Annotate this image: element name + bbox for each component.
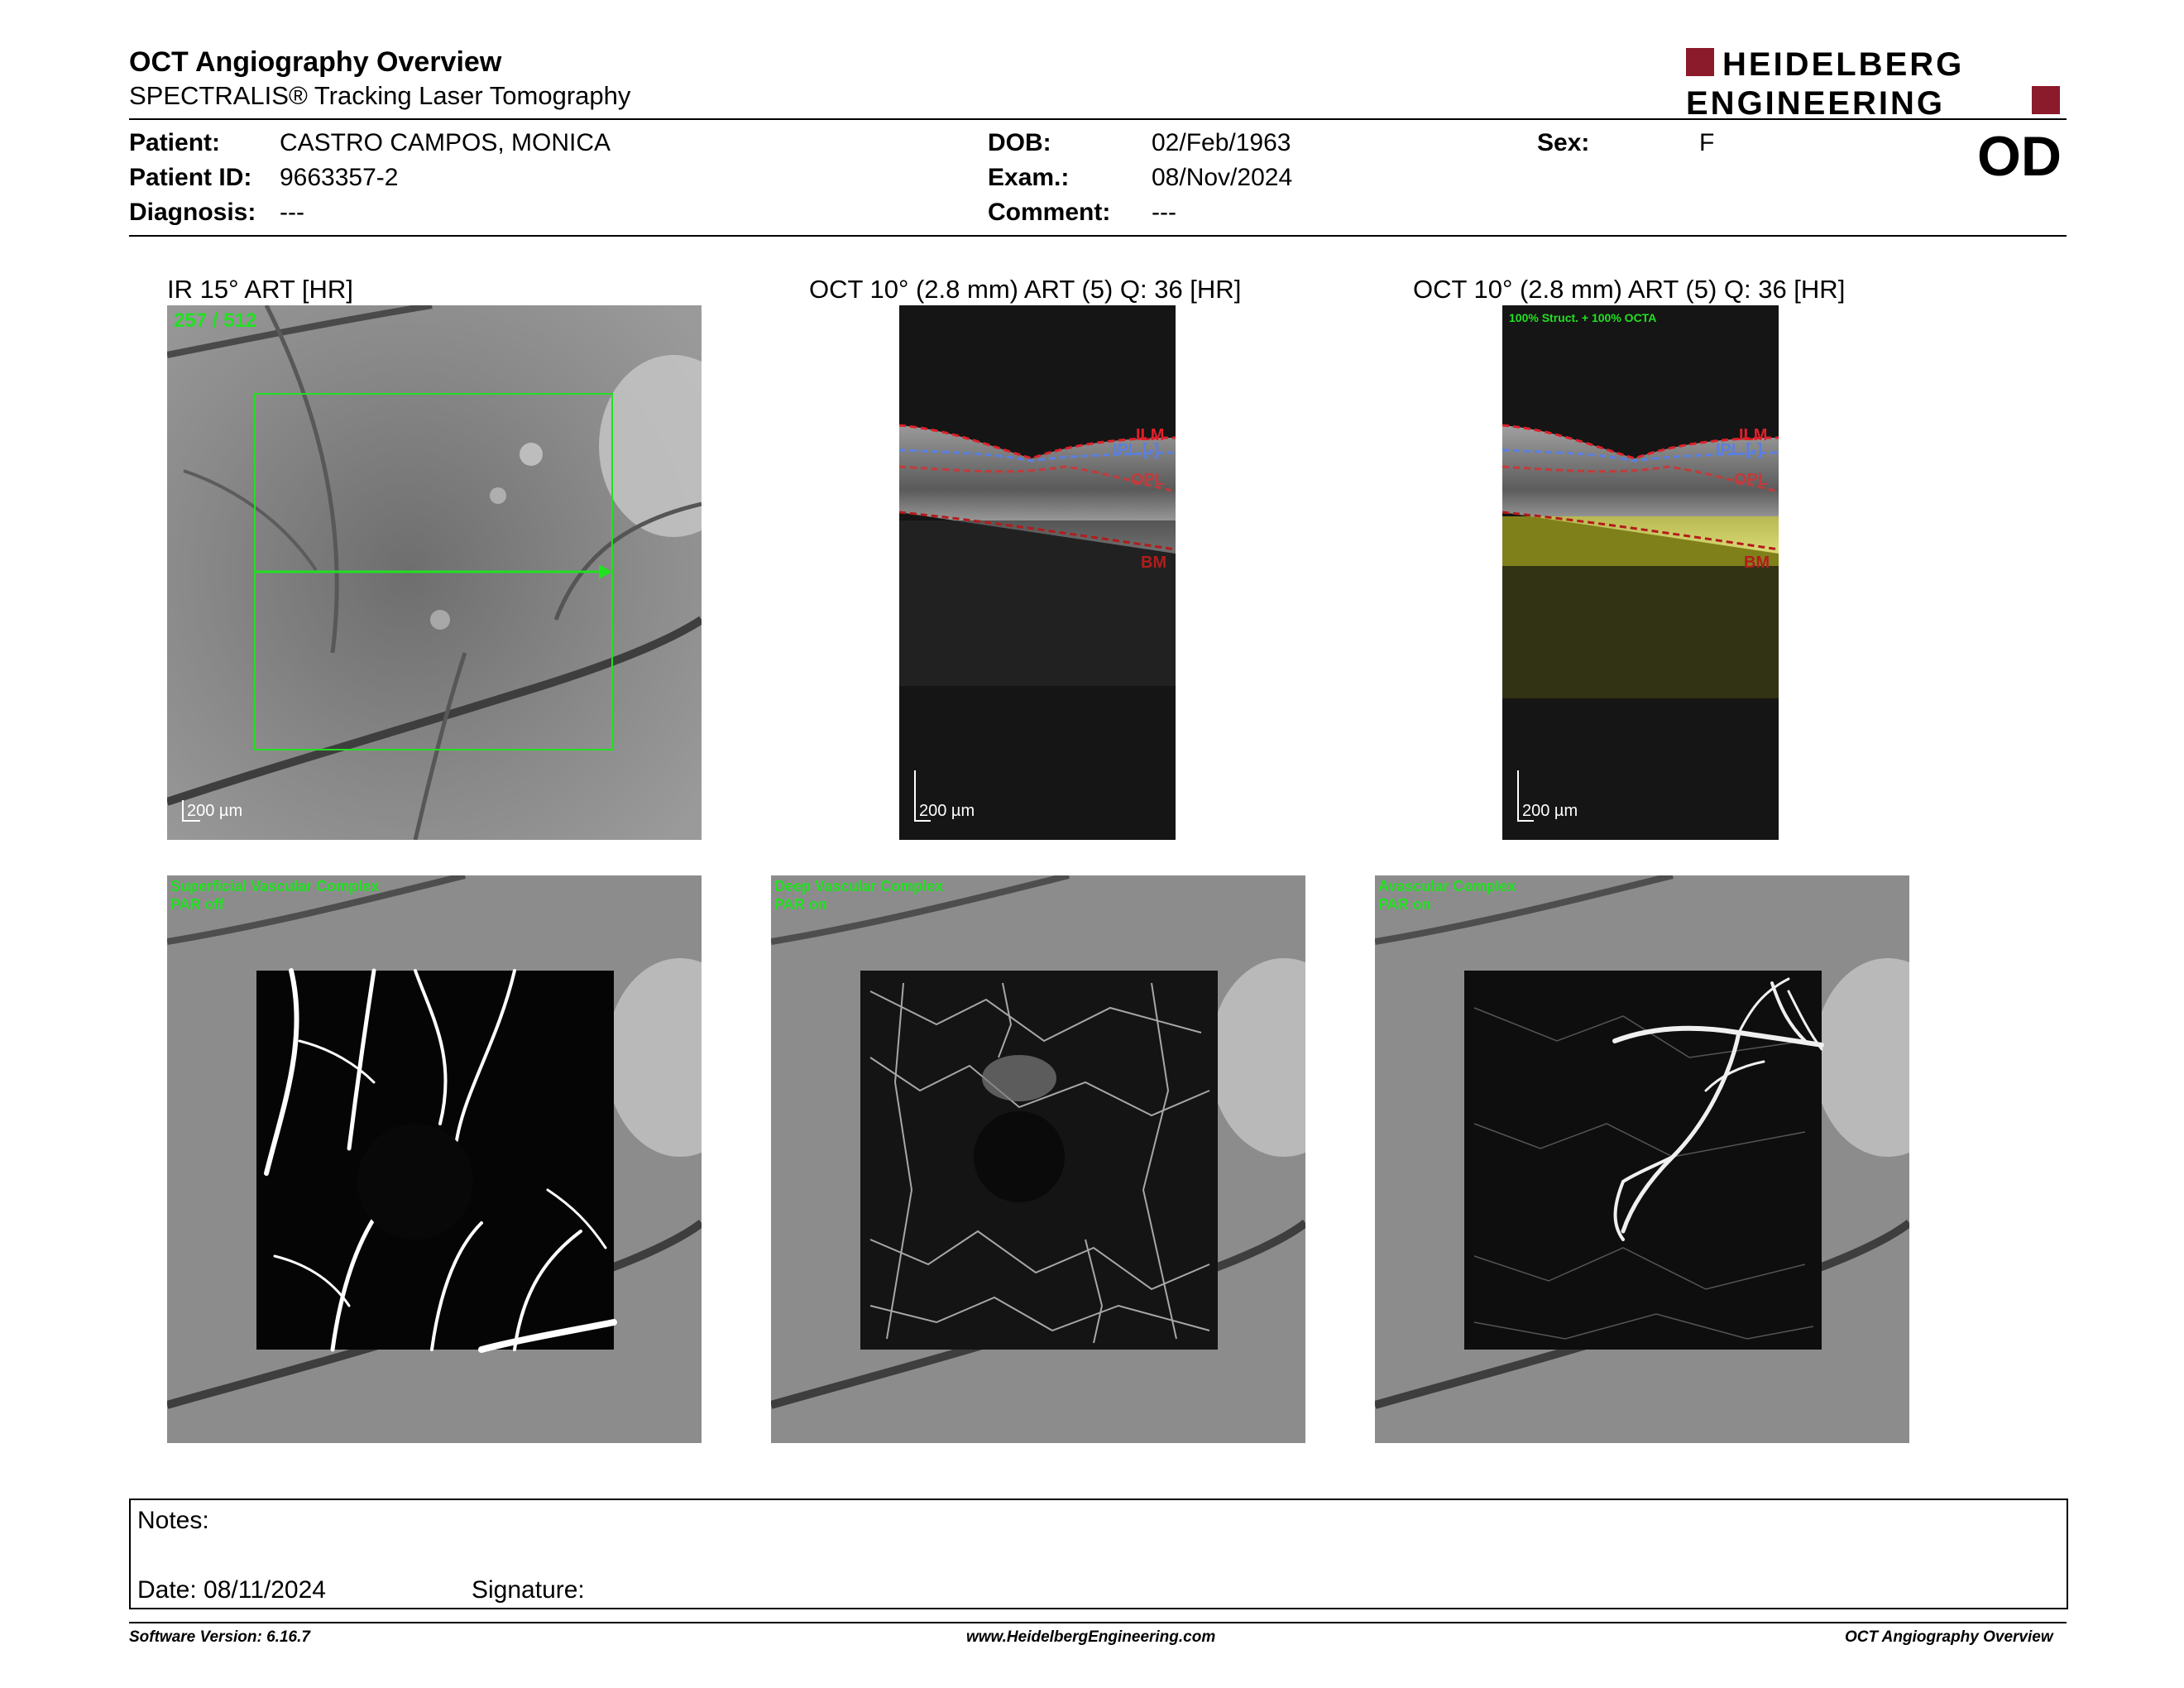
notes-section[interactable] — [129, 1499, 2068, 1609]
exam-value: 08/Nov/2024 — [1152, 164, 1293, 191]
avascular-par-status: PAR on — [1378, 896, 1431, 913]
software-version: Software Version: 6.16.7 — [129, 1628, 310, 1646]
octa-deep-panel[interactable] — [771, 875, 1305, 1443]
footer-rule — [129, 1622, 2067, 1623]
superficial-layer-name: Superficial Vascular Complex — [170, 878, 380, 894]
exam-label: Exam.: — [988, 164, 1070, 191]
avascular-layer-name: Avascular Complex — [1378, 878, 1516, 894]
eye-indicator: OD — [1977, 125, 2062, 188]
octa-superficial-panel[interactable] — [167, 875, 702, 1443]
layer-opl-label: OPL — [1734, 471, 1769, 489]
layer-ilm-label: ILM — [1739, 426, 1768, 444]
scale-bar-icon — [1517, 770, 1519, 822]
layer-bm-label: BM — [1141, 554, 1167, 572]
heidelberg-logo — [1686, 45, 2068, 117]
patient-id: 9663357-2 — [280, 164, 399, 191]
layer-ilm-label: ILM — [1136, 426, 1165, 444]
report-subtitle: SPECTRALIS® Tracking Laser Tomography — [129, 81, 631, 110]
notes-label: Notes: — [137, 1507, 209, 1534]
sex-label: Sex: — [1537, 129, 1590, 156]
diagnosis-value: --- — [280, 199, 304, 226]
info-rule — [129, 235, 2067, 237]
octa-avascular-panel[interactable] — [1375, 875, 1909, 1443]
comment-value: --- — [1152, 199, 1176, 226]
patient-name: CASTRO CAMPOS, MONICA — [280, 129, 611, 156]
oct-right-caption: OCT 10° (2.8 mm) ART (5) Q: 36 [HR] — [1413, 275, 1846, 304]
deep-par-status: PAR on — [774, 896, 827, 913]
oct-mix-label: 100% Struct. + 100% OCTA — [1509, 311, 1657, 324]
dob-label: DOB: — [988, 129, 1051, 156]
oct-left-caption: OCT 10° (2.8 mm) ART (5) Q: 36 [HR] — [809, 275, 1242, 304]
footer-report-name: OCT Angiography Overview — [1845, 1628, 2053, 1646]
layer-ipl-label: IPL [-] — [1113, 441, 1160, 459]
scale-bar-icon — [182, 800, 184, 822]
layer-ipl-label: IPL [-] — [1716, 441, 1763, 459]
patient-id-label: Patient ID: — [129, 164, 252, 191]
diagnosis-label: Diagnosis: — [129, 199, 256, 226]
report-title: OCT Angiography Overview — [129, 46, 502, 78]
layer-bm-label: BM — [1744, 554, 1770, 572]
deep-layer-name: Deep Vascular Complex — [774, 878, 944, 894]
ir-scan-counter: 257 / 512 — [174, 309, 257, 332]
ir-caption: IR 15° ART [HR] — [167, 275, 353, 304]
signature-label: Signature: — [472, 1576, 585, 1604]
oct-bscan-right[interactable] — [1502, 305, 1779, 840]
superficial-par-status: PAR off — [170, 896, 224, 913]
oct-left-scale-label: 200 µm — [919, 802, 975, 820]
header-rule — [129, 118, 2067, 120]
website-link[interactable]: www.HeidelbergEngineering.com — [966, 1628, 1216, 1646]
oct-bscan-left[interactable] — [899, 305, 1176, 840]
notes-date: Date: 08/11/2024 — [137, 1576, 326, 1604]
comment-label: Comment: — [988, 199, 1111, 226]
sex-value: F — [1699, 129, 1715, 156]
patient-label: Patient: — [129, 129, 221, 156]
ir-scale-label: 200 µm — [187, 802, 243, 820]
svg-text:HEIDELBERG: HEIDELBERG — [1722, 46, 1965, 83]
layer-opl-label: OPL — [1131, 471, 1166, 489]
dob-value: 02/Feb/1963 — [1152, 129, 1291, 156]
svg-text:ENGINEERING: ENGINEERING — [1686, 85, 1946, 117]
ir-fundus-image[interactable] — [167, 305, 702, 840]
oct-right-scale-label: 200 µm — [1522, 802, 1578, 820]
scale-bar-icon — [914, 770, 916, 822]
